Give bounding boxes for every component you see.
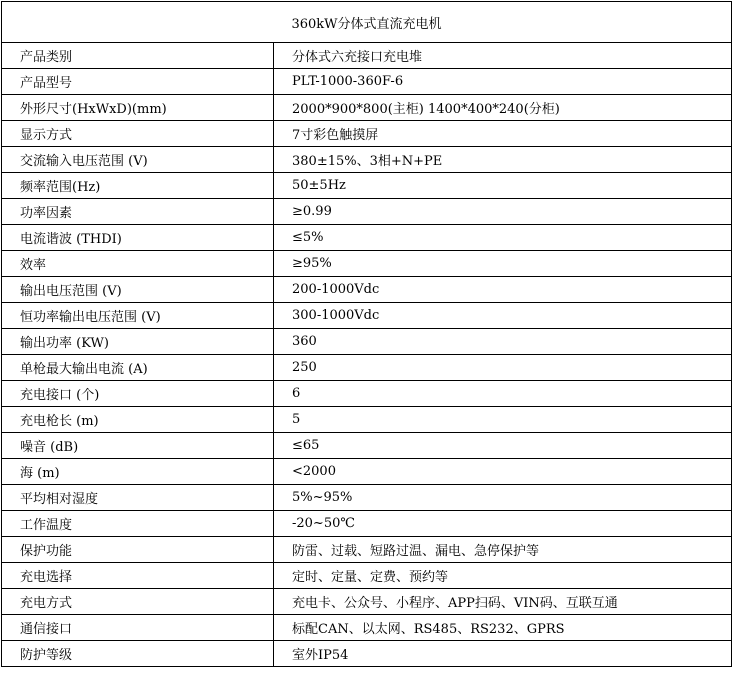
spec-label: 单枪最大输出电流 (A) [2, 355, 274, 381]
spec-value: 防雷、过载、短路过温、漏电、急停保护等 [274, 537, 732, 563]
spec-label: 充电方式 [2, 589, 274, 615]
spec-label: 充电接口 (个) [2, 381, 274, 407]
spec-value: 300-1000Vdc [274, 303, 732, 329]
table-row [2, 329, 732, 355]
spec-value: 室外IP54 [274, 641, 732, 667]
spec-label: 海 (m) [2, 459, 274, 485]
spec-label: 输出功率 (KW) [2, 329, 274, 355]
spec-table-body [2, 2, 732, 667]
spec-value: 50±5Hz [274, 173, 732, 199]
spec-value: 标配CAN、以太网、RS485、RS232、GPRS [274, 615, 732, 641]
spec-label: 充电枪长 (m) [2, 407, 274, 433]
spec-label: 平均相对湿度 [2, 485, 274, 511]
spec-value: 充电卡、公众号、小程序、APP扫码、VIN码、互联互通 [274, 589, 732, 615]
table-row [2, 537, 732, 563]
table-row [2, 251, 732, 277]
spec-label: 功率因素 [2, 199, 274, 225]
table-row [2, 407, 732, 433]
spec-value: 200-1000Vdc [274, 277, 732, 303]
spec-label: 频率范围(Hz) [2, 173, 274, 199]
table-row [2, 563, 732, 589]
spec-value: PLT-1000-360F-6 [274, 69, 732, 95]
spec-value: 7寸彩色触摸屏 [274, 121, 732, 147]
table-row [2, 433, 732, 459]
spec-value: ≥95% [274, 251, 732, 277]
spec-label: 充电选择 [2, 563, 274, 589]
spec-label: 外形尺寸(HxWxD)(mm) [2, 95, 274, 121]
spec-label: 工作温度 [2, 511, 274, 537]
spec-value: ≤65 [274, 433, 732, 459]
table-row [2, 95, 732, 121]
table-row [2, 641, 732, 667]
spec-label: 通信接口 [2, 615, 274, 641]
spec-label: 恒功率输出电压范围 (V) [2, 303, 274, 329]
spec-value: 2000*900*800(主柜) 1400*400*240(分柜) [274, 95, 732, 121]
table-row [2, 381, 732, 407]
spec-label: 输出电压范围 (V) [2, 277, 274, 303]
table-row [2, 173, 732, 199]
table-row [2, 615, 732, 641]
spec-value: 5 [274, 407, 732, 433]
spec-value: 360 [274, 329, 732, 355]
spec-value: 250 [274, 355, 732, 381]
spec-label: 产品类别 [2, 43, 274, 69]
table-row [2, 69, 732, 95]
table-row [2, 459, 732, 485]
table-row [2, 121, 732, 147]
spec-label: 电流谐波 (THDI) [2, 225, 274, 251]
table-row [2, 355, 732, 381]
table-row [2, 485, 732, 511]
table-row [2, 147, 732, 173]
table-row [2, 199, 732, 225]
spec-value: 6 [274, 381, 732, 407]
spec-value: <2000 [274, 459, 732, 485]
table-row [2, 43, 732, 69]
spec-label: 交流输入电压范围 (V) [2, 147, 274, 173]
table-row [2, 303, 732, 329]
spec-value: 定时、定量、定费、预约等 [274, 563, 732, 589]
spec-value: 分体式六充接口充电堆 [274, 43, 732, 69]
spec-label: 产品型号 [2, 69, 274, 95]
table-title: 360kW分体式直流充电机 [2, 2, 732, 43]
spec-value: ≥0.99 [274, 199, 732, 225]
table-row [2, 589, 732, 615]
spec-label: 防护等级 [2, 641, 274, 667]
table-row [2, 225, 732, 251]
spec-value: 5%~95% [274, 485, 732, 511]
spec-table [1, 1, 732, 667]
spec-value: -20~50℃ [274, 511, 732, 537]
table-row [2, 511, 732, 537]
spec-label: 显示方式 [2, 121, 274, 147]
table-title-row [2, 2, 732, 43]
spec-value: ≤5% [274, 225, 732, 251]
spec-label: 噪音 (dB) [2, 433, 274, 459]
spec-label: 保护功能 [2, 537, 274, 563]
spec-value: 380±15%、3相+N+PE [274, 147, 732, 173]
spec-label: 效率 [2, 251, 274, 277]
table-row [2, 277, 732, 303]
